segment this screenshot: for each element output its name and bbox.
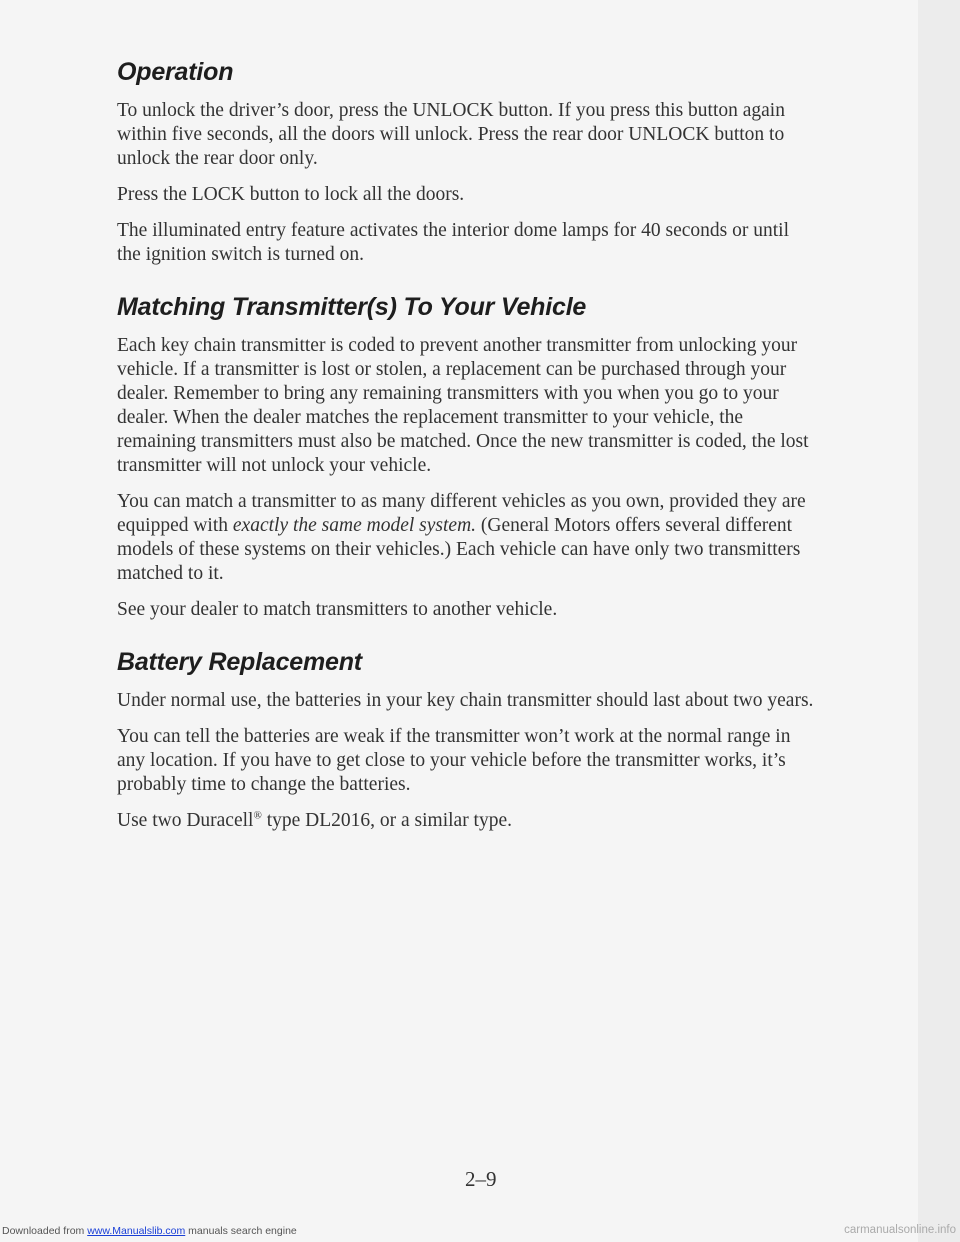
match-text-before: You can match a transmitter to as many different vehicles as you own, provided they are equipped with [117,491,806,536]
heading-matching-transmitters: Matching Transmitter(s) To Your Vehicle [117,293,587,321]
match-text-after: (General Motors offers several different models of these systems on their vehicles.) Each vehicle can have only two transmitters matched to it. [117,515,801,584]
paragraph-see-dealer: See your dealer to match transmitters to another vehicle. [117,599,558,620]
heading-battery-replacement: Battery Replacement [117,648,362,676]
paragraph-illuminated-entry: The illuminated entry feature activates the interior dome lamps for 40 seconds or until the ignition switch is turned on. [117,220,789,265]
manualslib-link[interactable]: www.Manualslib.com [87,1225,186,1237]
footer-prefix: Downloaded from [2,1225,88,1237]
battery-text-before: Use two Duracell [117,810,254,831]
page-content [117,58,817,845]
registered-mark: ® [253,809,262,822]
footer-suffix: manuals search engine [185,1225,297,1237]
heading-operation: Operation [117,58,234,86]
match-text-italic: exactly the same model system. [232,515,477,536]
paragraph-battery-life: Under normal use, the batteries in your key chain transmitter should last about two years. [117,690,814,711]
paragraph-battery-type [117,809,817,833]
download-footer [2,1225,297,1237]
paragraph-weak-batteries: You can tell the batteries are weak if the transmitter won’t work at the normal range in any location. If you have to get close to your vehicle before the transmitter works, it’s probably time to change the batteries. [117,726,791,795]
paragraph-key-chain-coding: Each key chain transmitter is coded to prevent another transmitter from unlocking your vehicle. If a transmitter is lost or stolen, a replacement can be purchased through your dealer. Remember to bring any remaining transmitters with you when you go to your dealer. When the dealer matches the replacement transmitter to your vehicle, the remaining transmitters must also be matched. Once the new transmitter is coded, the lost transmitter will not unlock your vehicle. [117,335,809,476]
paragraph-unlock: To unlock the driver’s door, press the UNLOCK button. If you press this button again within five seconds, all the doors will unlock. Press the rear door UNLOCK button to unlock the rear door only. [117,100,785,169]
page-number: 2–9 [465,1167,497,1191]
page-margin [918,0,960,1242]
paragraph-match-vehicles [117,490,817,586]
battery-text-after: type DL2016, or a similar type. [261,810,513,831]
watermark: carmanualsonline.info [844,1224,956,1236]
paragraph-lock: Press the LOCK button to lock all the doors. [117,184,465,205]
